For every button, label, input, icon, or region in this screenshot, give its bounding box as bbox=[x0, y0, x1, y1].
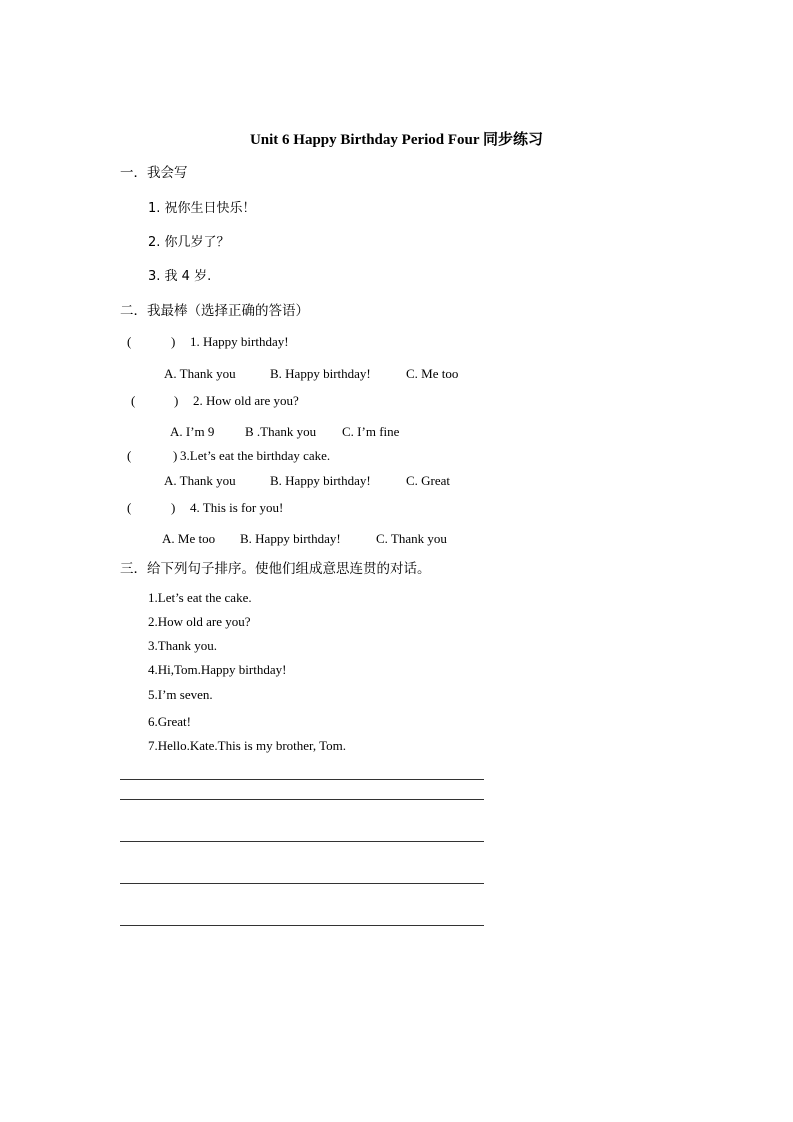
answer-bracket-close: ) bbox=[174, 393, 179, 408]
q3-option-c: C. Great bbox=[406, 473, 451, 488]
question-2: 2. How old are you? bbox=[193, 393, 299, 408]
q3-option-b: B. Happy birthday! bbox=[270, 473, 371, 488]
sentence-1: 1.Let’s eat the cake. bbox=[148, 590, 252, 605]
answer-bracket-open: ( bbox=[127, 448, 132, 463]
q4-option-a: A. Me too bbox=[162, 531, 216, 546]
question-3: 3.Let’s eat the birthday cake. bbox=[180, 448, 331, 463]
sentence-5: 5.I’m seven. bbox=[148, 687, 213, 702]
section-2-heading: 二．我最棒（选择正确的答语） bbox=[120, 303, 309, 319]
answer-bracket-open: ( bbox=[127, 334, 132, 349]
answer-bracket-open: ( bbox=[131, 393, 136, 408]
q1-option-b: B. Happy birthday! bbox=[270, 366, 371, 381]
answer-line[interactable] bbox=[120, 799, 484, 800]
section-1-heading: 一．我会写 bbox=[120, 165, 188, 181]
writing-item-3: 3. 我 4 岁. bbox=[148, 269, 212, 284]
question-1: 1. Happy birthday! bbox=[190, 334, 289, 349]
sentence-3: 3.Thank you. bbox=[148, 638, 217, 653]
answer-bracket-close: ) bbox=[173, 448, 178, 463]
q4-option-b: B. Happy birthday! bbox=[240, 531, 341, 546]
section-3-heading: 三．给下列句子排序。使他们组成意思连贯的对话。 bbox=[120, 561, 431, 577]
answer-bracket-close: ) bbox=[171, 334, 176, 349]
q1-option-a: A. Thank you bbox=[164, 366, 236, 381]
answer-line[interactable] bbox=[120, 779, 484, 780]
answer-line[interactable] bbox=[120, 841, 484, 842]
q2-option-c: C. I’m fine bbox=[342, 424, 400, 439]
question-4: 4. This is for you! bbox=[190, 500, 284, 515]
sentence-7: 7.Hello.Kate.This is my brother, Tom. bbox=[148, 738, 346, 753]
q2-option-b: B .Thank you bbox=[245, 424, 317, 439]
answer-line[interactable] bbox=[120, 883, 484, 884]
q1-option-c: C. Me too bbox=[406, 366, 459, 381]
q2-option-a: A. I’m 9 bbox=[170, 424, 215, 439]
sentence-4: 4.Hi,Tom.Happy birthday! bbox=[148, 662, 287, 677]
sentence-2: 2.How old are you? bbox=[148, 614, 251, 629]
q4-option-c: C. Thank you bbox=[376, 531, 447, 546]
sentence-6: 6.Great! bbox=[148, 714, 191, 729]
writing-item-1: 1. 祝你生日快乐！ bbox=[148, 201, 256, 216]
answer-bracket-close: ) bbox=[171, 500, 176, 515]
answer-bracket-open: ( bbox=[127, 500, 132, 515]
page-title: Unit 6 Happy Birthday Period Four 同步练习 bbox=[249, 132, 544, 148]
writing-item-2: 2. 你几岁了？ bbox=[148, 235, 230, 250]
answer-line[interactable] bbox=[120, 925, 484, 926]
q3-option-a: A. Thank you bbox=[164, 473, 236, 488]
